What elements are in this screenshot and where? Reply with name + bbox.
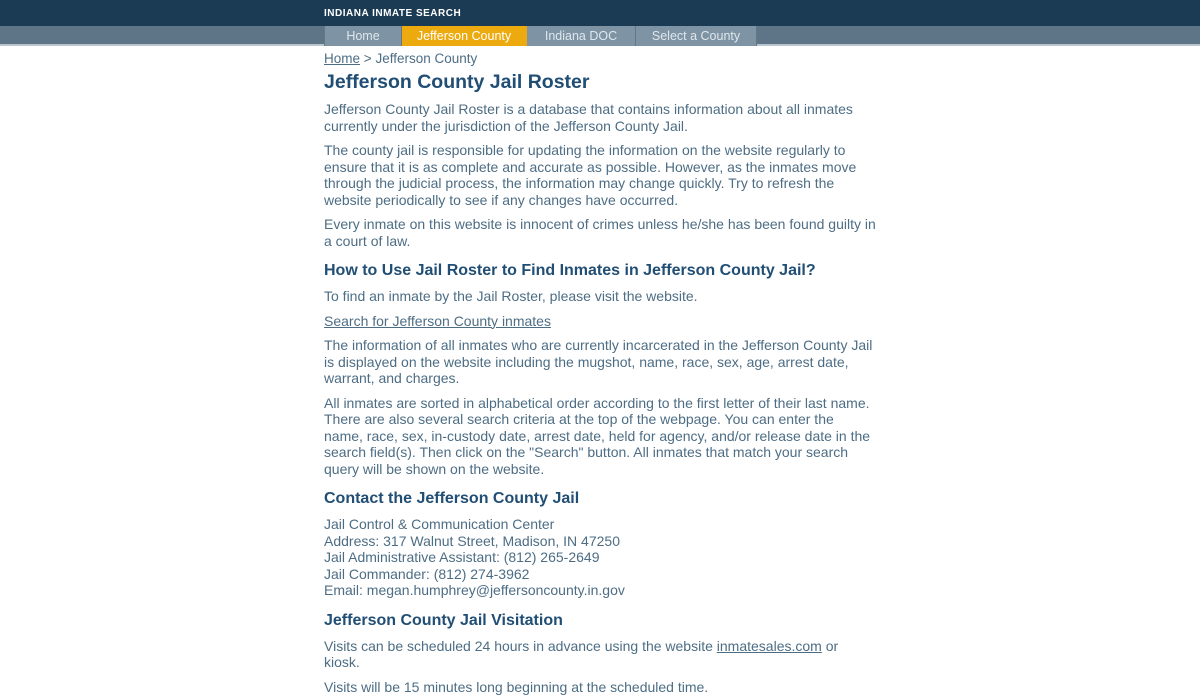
contact-details: [324, 516, 876, 599]
site-brand: INDIANA INMATE SEARCH: [324, 8, 461, 19]
top-brand-bar: [0, 0, 1200, 26]
visitation-text-suffix: or kiosk.: [324, 638, 838, 671]
visitation-heading: Jefferson County Jail Visitation: [324, 611, 876, 630]
sorted-info-paragraph: All inmates are sorted in alphabetical order according to the first letter of their last name. There are also several search criteria at the top of the webpage. You can enter the name, race, sex, in-custody date, arrest date, held for agency, and/or release date in the search field(s). Then click on the "Search" button. All inmates that match your search query will be shown on the website.: [324, 395, 876, 478]
page-title: Jefferson County Jail Roster: [324, 71, 876, 93]
contact-line-email: Email: megan.humphrey@jeffersoncounty.in.gov: [324, 582, 625, 598]
nav-item-indiana-doc[interactable]: Indiana DOC: [527, 26, 636, 46]
breadcrumb-separator: >: [364, 51, 372, 66]
contact-line-address: Address: 317 Walnut Street, Madison, IN 47250: [324, 533, 620, 549]
breadcrumb: [324, 51, 876, 67]
find-inmate-paragraph: To find an inmate by the Jail Roster, please visit the website.: [324, 288, 876, 305]
visitation-text-prefix: Visits can be scheduled 24 hours in advance using the website: [324, 638, 717, 654]
contact-line-commander-phone: Jail Commander: (812) 274-3962: [324, 566, 529, 582]
contact-line-center: Jail Control & Communication Center: [324, 516, 554, 532]
how-to-use-heading: How to Use Jail Roster to Find Inmates in Jefferson County Jail?: [324, 261, 876, 280]
displayed-info-paragraph: The information of all inmates who are currently incarcerated in the Jefferson County Jail is displayed on the website including the mugshot, name, race, sex, age, arrest date, warrant, and charges.: [324, 337, 876, 387]
innocence-paragraph: Every inmate on this website is innocent of crimes unless he/she has been found guilty in a court of law.: [324, 216, 876, 249]
search-inmates-link[interactable]: Search for Jefferson County inmates: [324, 313, 551, 329]
responsibility-paragraph: The county jail is responsible for updating the information on the website regularly to ensure that it is as complete and accurate as possible. However, as the inmates move through the judicial process, the information may change quickly. Try to refresh the website periodically to see if any changes have occurred.: [324, 142, 876, 208]
page-content: [324, 46, 876, 695]
inmatesales-link[interactable]: inmatesales.com: [717, 638, 822, 654]
nav-item-home[interactable]: Home: [324, 26, 402, 46]
nav-item-jefferson-county[interactable]: Jefferson County: [402, 26, 527, 46]
main-nav: [0, 26, 1200, 46]
breadcrumb-home-link[interactable]: Home: [324, 51, 360, 66]
contact-heading: Contact the Jefferson County Jail: [324, 489, 876, 508]
contact-line-admin-phone: Jail Administrative Assistant: (812) 265-2649: [324, 549, 599, 565]
search-link-paragraph: [324, 313, 876, 330]
visitation-length-paragraph: Visits will be 15 minutes long beginning at the scheduled time.: [324, 679, 876, 695]
visitation-schedule-paragraph: [324, 638, 876, 671]
breadcrumb-current: Jefferson County: [375, 51, 477, 66]
intro-paragraph: Jefferson County Jail Roster is a database that contains information about all inmates currently under the jurisdiction of the Jefferson County Jail.: [324, 101, 876, 134]
nav-item-select-a-county[interactable]: Select a County: [636, 26, 757, 46]
